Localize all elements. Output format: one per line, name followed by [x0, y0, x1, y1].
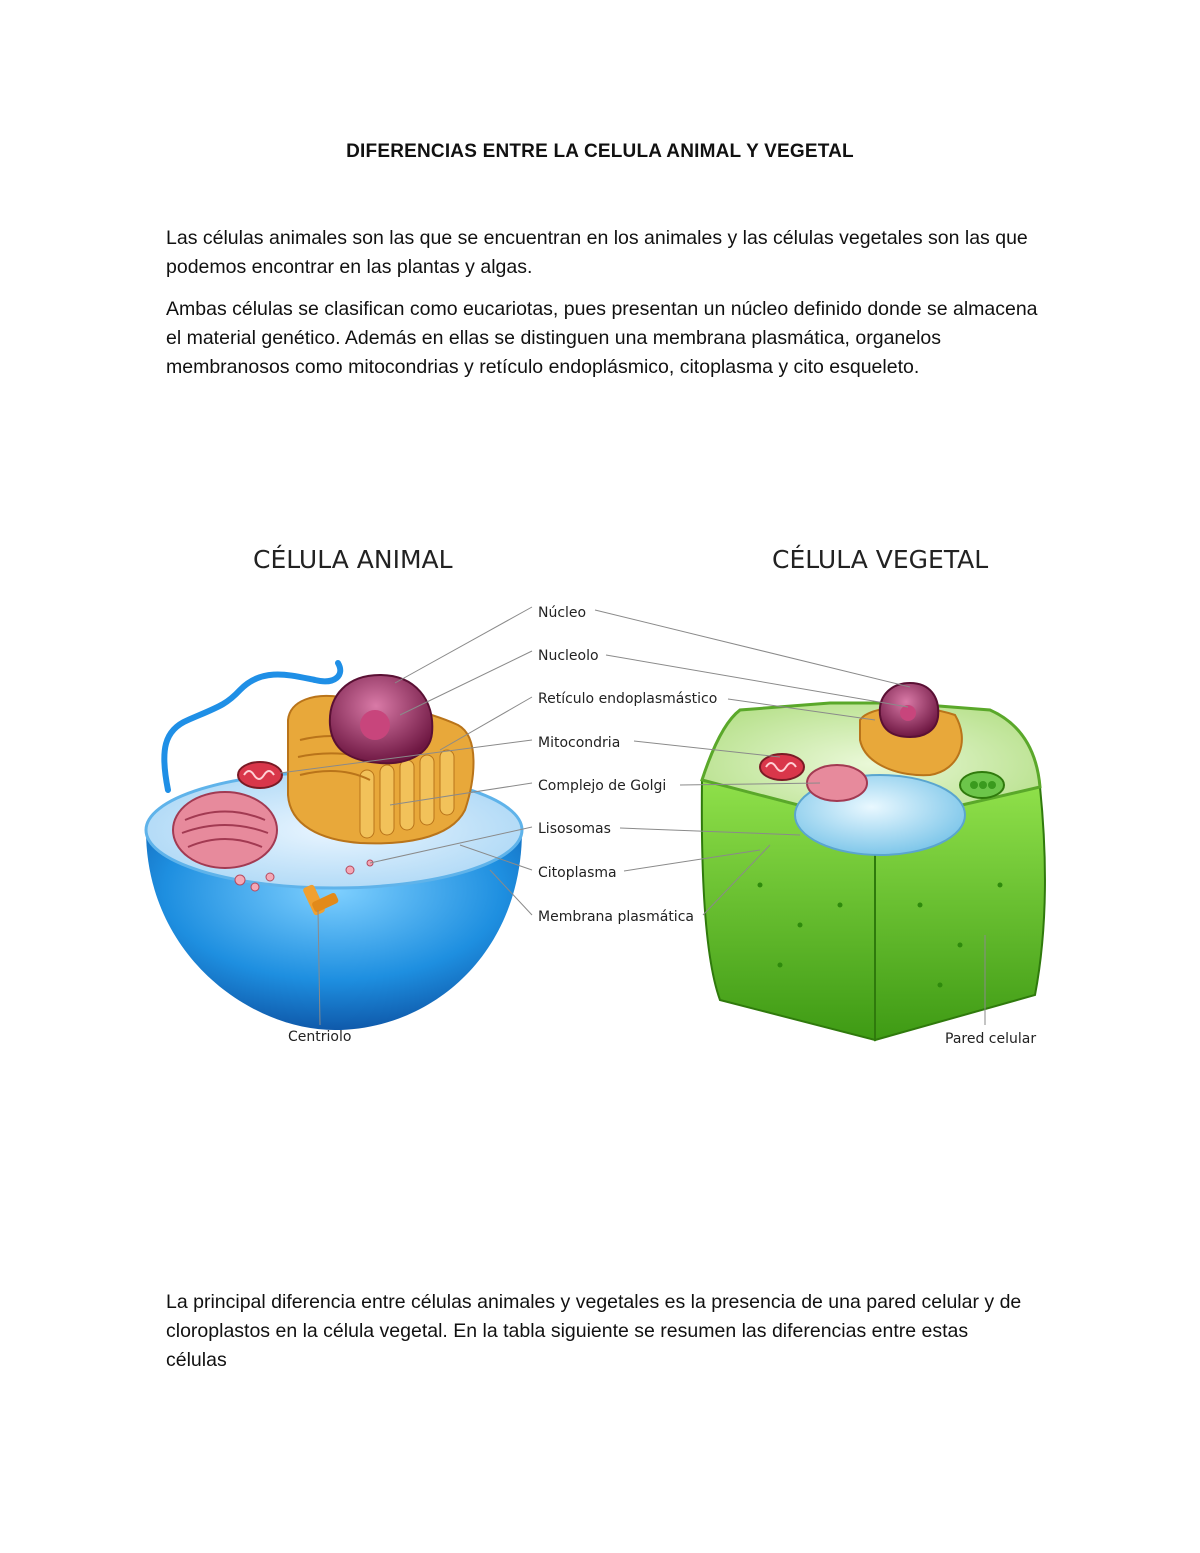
label-nucleolo: Nucleolo [538, 648, 599, 664]
label-reticulo: Retículo endoplasmástico [538, 691, 718, 707]
animal-mitochondrion [238, 762, 282, 788]
intro-paragraph: Las células animales son las que se encuentran en los animales y las células vegetales son las que podemos encontrar en las plantas y algas. [166, 227, 1028, 278]
label-centriolo: Centriolo [288, 1029, 352, 1045]
cell-comparison-diagram [140, 525, 1060, 1075]
label-mitocondria: Mitocondria [538, 735, 621, 751]
label-membrana: Membrana plasmática [538, 909, 694, 925]
label-golgi: Complejo de Golgi [538, 778, 667, 794]
document-title: DIFERENCIAS ENTRE LA CELULA ANIMAL Y VEGETAL [346, 141, 854, 162]
label-nucleo: Núcleo [538, 605, 587, 621]
label-pared: Pared celular [945, 1031, 1037, 1047]
plant-cell-heading: CÉLULA VEGETAL [772, 545, 989, 574]
animal-rough-er [173, 792, 277, 868]
label-lisosomas: Lisosomas [538, 821, 611, 837]
eukaryote-paragraph: Ambas células se clasifican como eucariotas, pues presentan un núcleo definido donde se almacena el material genético. Además en ellas se distinguen una membrana plasmática, organelos membranosos como mitocondrias y retículo endoplásmico, citoplasma y cito esqueleto. [166, 298, 1038, 378]
plant-chloroplast [960, 772, 1004, 798]
label-citoplasma: Citoplasma [538, 865, 617, 881]
conclusion-paragraph: La principal diferencia entre células animales y vegetales es la presencia de una pared celular y de cloroplastos en la célula vegetal. En la tabla siguiente se resumen las diferencias entre estas células [166, 1291, 1022, 1371]
animal-nucleus [330, 675, 432, 763]
plant-mitochondrion [760, 754, 804, 780]
animal-cell-heading: CÉLULA ANIMAL [253, 545, 453, 574]
plant-cell [702, 683, 1045, 1040]
plant-nucleus [880, 683, 938, 737]
